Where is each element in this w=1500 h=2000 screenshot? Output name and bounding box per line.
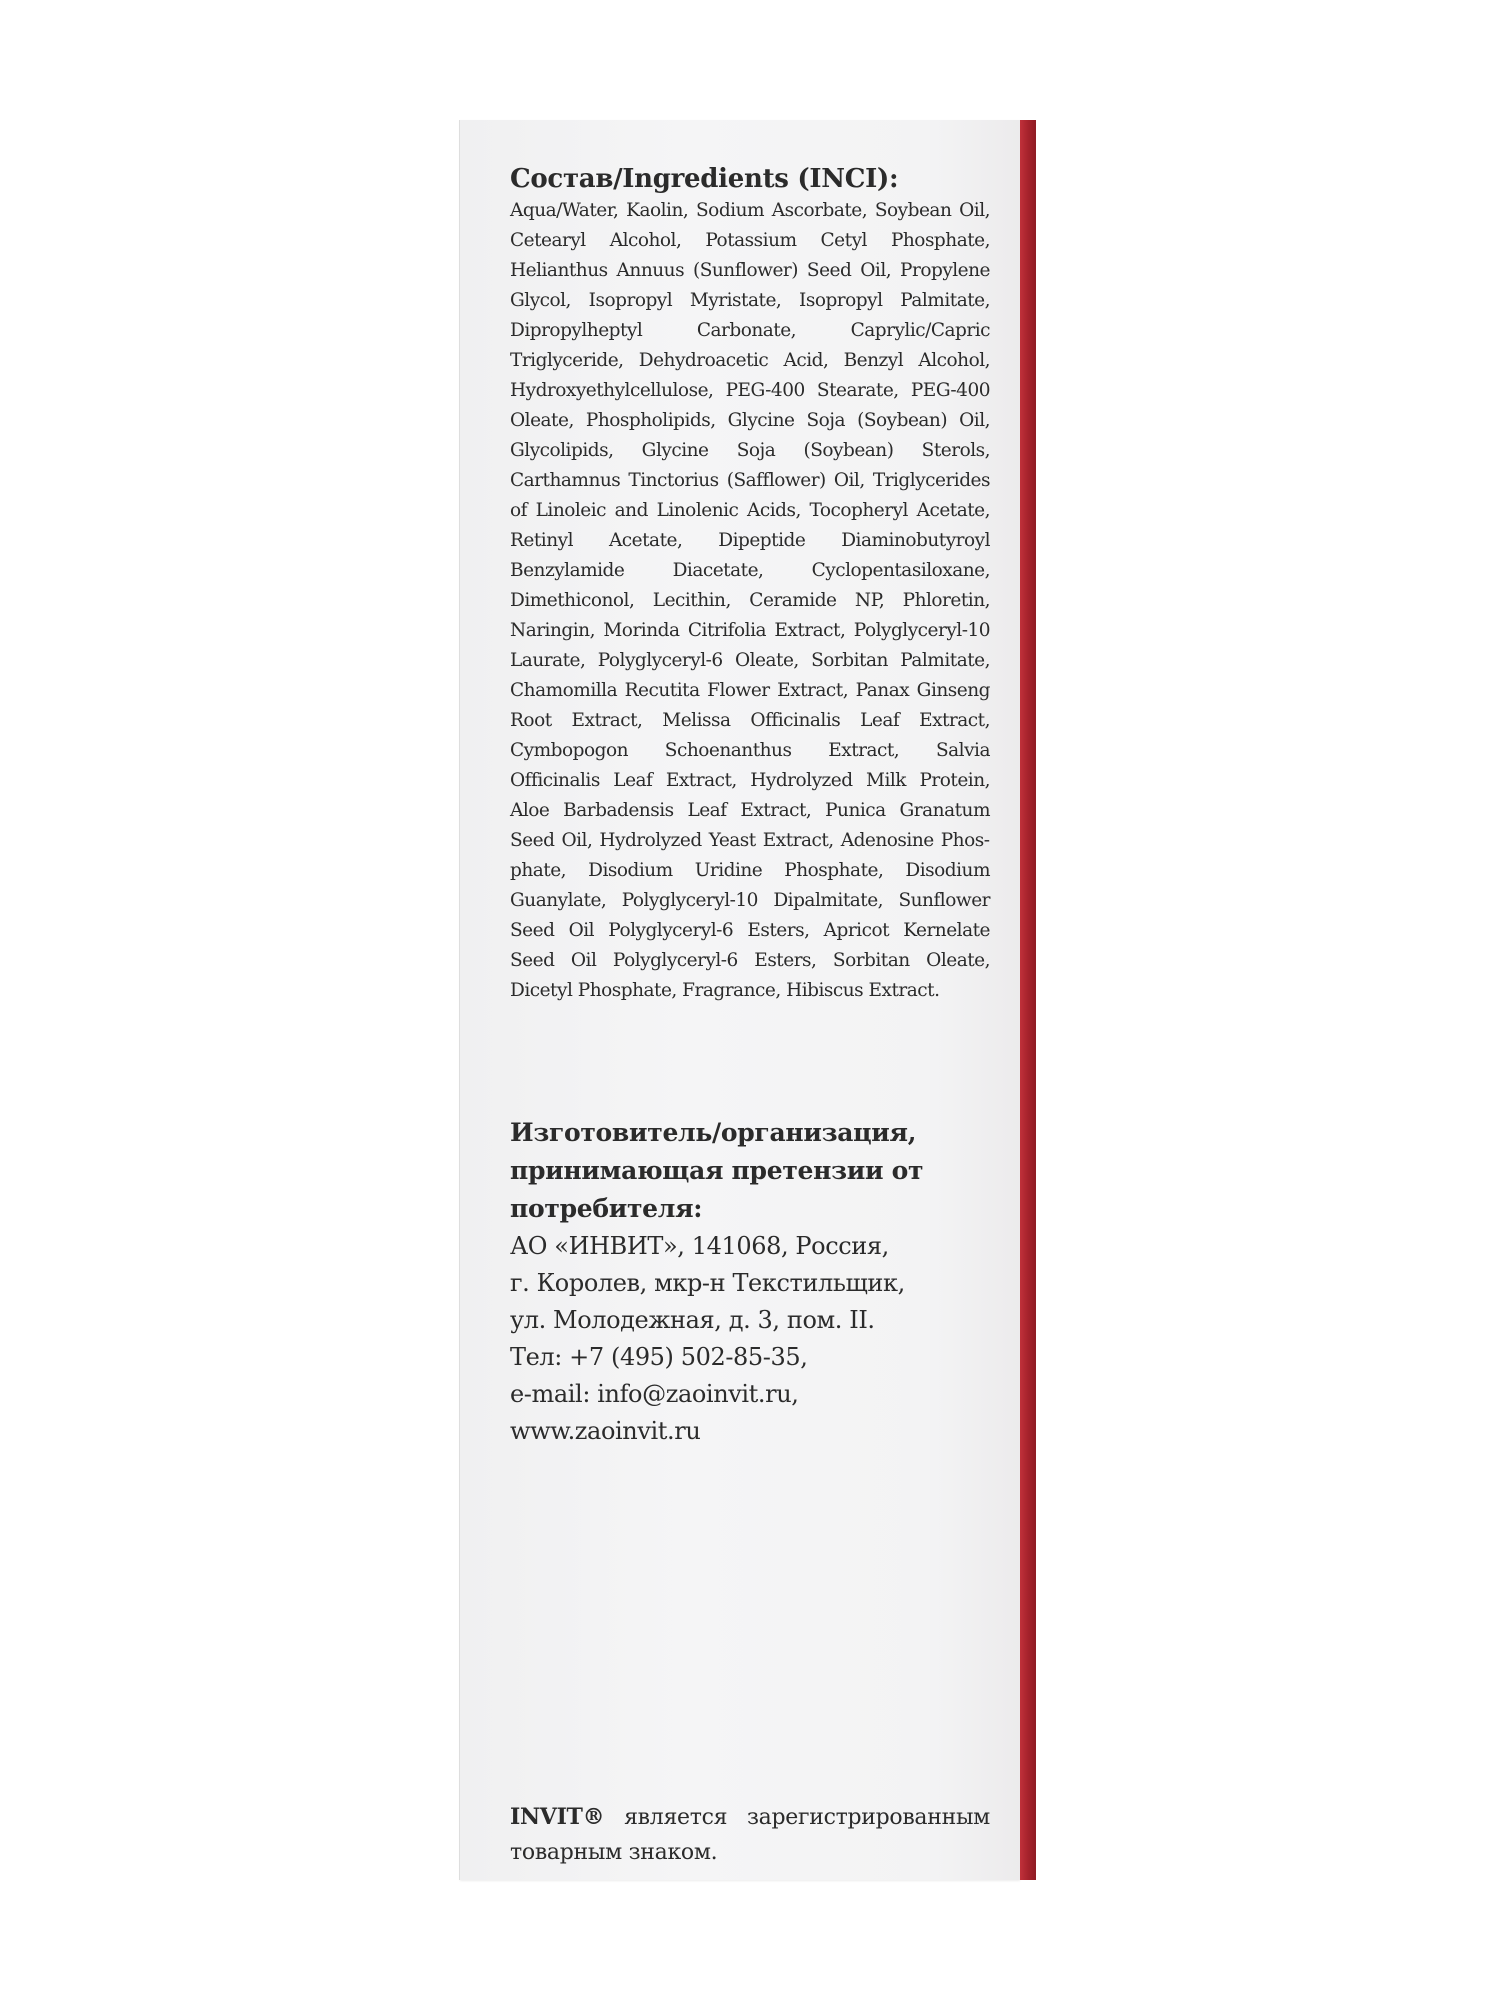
trademark-notice	[510, 1800, 990, 1870]
manufacturer-address-line: ул. Молодежная, д. 3, пом. II.	[510, 1306, 875, 1334]
manufacturer-heading-line: Изготовитель/организация,	[510, 1118, 917, 1147]
ingredients-heading: Состав/Ingredients (INCI):	[510, 164, 899, 194]
manufacturer-address-line: АО «ИНВИТ», 141068, Россия,	[510, 1232, 889, 1260]
trademark-text: является зарегистрированным товарным знаком.	[510, 1805, 990, 1865]
manufacturer-website: www.zaoinvit.ru	[510, 1417, 701, 1445]
manufacturer-heading-line: принимающая претензии от	[510, 1156, 924, 1185]
manufacturer-section	[510, 1114, 990, 1450]
manufacturer-heading-line: потребителя:	[510, 1194, 703, 1223]
manufacturer-address-line: г. Королев, мкр-н Текстильщик,	[510, 1269, 905, 1297]
ingredients-section	[510, 162, 990, 1006]
manufacturer-phone: Тел: +7 (495) 502-85-35,	[510, 1343, 808, 1371]
label-content	[510, 162, 990, 1450]
trademark-brand: INVIT®	[510, 1804, 605, 1830]
ingredients-list: Aqua/Water, Kaolin, Sodium Ascorbate, Soybean Oil, Cetearyl Alcohol, Potassium Cetyl Phosphate, Helianthus Annuus (Sunflower) Seed Oil, Propylene Glycol, Isopropyl Myristate, Isopropyl Palmitate, Dipropylheptyl Carbonate, Caprylic/Capric Triglyceride, Dehydroacetic Acid, Benzyl Alcohol, Hydroxyethylcellulose, PEG-400 Stearate, PEG-400 Oleate, Phospholipids, Glycine Soja (Soybean) Oil, Glycolipids, Glycine Soja (Soybean) Sterols, Carthamnus Tinctorius (Safflower) Oil, Triglycerides of Linoleic and Linolenic Acids, Tocopheryl Acetate, Retinyl Acetate, Dipeptide Diaminobutyroyl Benzylamide Diacetate, Cyclopentasiloxane, Dimethiconol, Lecithin, Ceramide NP, Phloretin, Naringin, Morinda Citrifolia Extract, Polyglyceryl-10 Laurate, Polyglyceryl-6 Oleate, Sorbitan Palmitate, Chamomilla Recutita Flower Extract, Panax Ginseng Root Extract, Melissa Officinalis Leaf Extract, Cymbopogon Schoenanthus Extract, Salvia Officinalis Leaf Extract, Hydrolyzed Milk Protein, Aloe Barbadensis Leaf Extract, Punica Granatum Seed Oil, Hydrolyzed Yeast Extract, Adenosine Phosphate, Disodium Uridine Phosphate, Disodium Guanylate, Polyglyceryl-10 Dipalmitate, Sunflower Seed Oil Polyglyceryl-6 Esters, Apricot Kernelate Seed Oil Polyglyceryl-6 Esters, Sorbitan Oleate, Dicetyl Phosphate, Fragrance, Hibiscus Extract.	[510, 200, 990, 1001]
manufacturer-email: e-mail: info@zaoinvit.ru,	[510, 1380, 799, 1408]
package-red-edge	[1020, 120, 1036, 1880]
